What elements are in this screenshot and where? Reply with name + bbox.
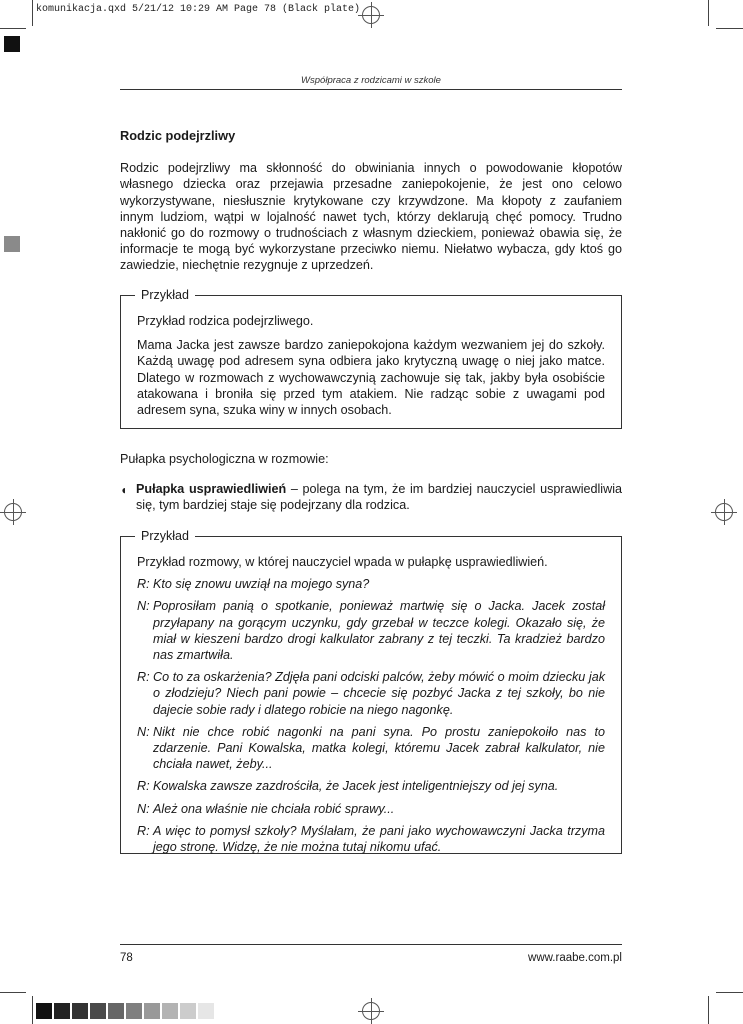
crop-mark	[708, 996, 709, 1024]
color-bar-swatch	[126, 1003, 142, 1019]
color-bar-swatch	[198, 1003, 214, 1019]
crop-mark	[716, 28, 743, 29]
footer-rule	[120, 944, 622, 945]
dialogue-speaker: R:	[137, 823, 150, 838]
color-bar-swatch	[162, 1003, 178, 1019]
header-rule	[120, 89, 622, 90]
dialogue-text: Ależ ona właśnie nie chciała robić sprawy...	[153, 801, 395, 816]
bullet-item	[120, 481, 622, 513]
dialogue-speaker: R:	[137, 577, 150, 592]
color-bar-swatch	[180, 1003, 196, 1019]
publisher-url: www.raabe.com.pl	[528, 952, 622, 964]
color-bar-swatch	[36, 1003, 52, 1019]
color-bar-swatch	[144, 1003, 160, 1019]
example-dialogue-box	[120, 529, 622, 855]
dialogue-text: Nikt nie chce robić nagonki na pani syna. Po prostu zaniepokoiło nas to zdarzenie. Pani Kowalska, matka kolegi, któremu Jacek zabrał kalkulator, nie chciała nawet, żeby...	[153, 724, 605, 772]
color-bar-swatch	[54, 1003, 70, 1019]
section-title: Rodzic podejrzliwy	[120, 128, 236, 143]
dialogue-line	[137, 576, 605, 592]
color-bar-swatch	[72, 1003, 88, 1019]
black-corner-square	[4, 36, 20, 52]
bullet-text: – polega na tym, że im bardziej nauczyciel usprawiedliwia się, tym bardziej staje się podejrzany dla rodzica.	[136, 482, 622, 513]
registration-mark-icon	[715, 503, 733, 521]
gray-side-square	[4, 236, 20, 252]
dialogue-line	[137, 598, 605, 663]
registration-mark-icon	[362, 1002, 380, 1020]
crop-mark	[32, 996, 33, 1024]
example-box	[120, 288, 622, 429]
crop-mark	[708, 0, 709, 26]
example-box-label: Przykład	[135, 287, 195, 303]
dialogue-line	[137, 801, 605, 817]
dialogue-line	[137, 669, 605, 718]
color-bar-swatch	[90, 1003, 106, 1019]
dialogue-line	[137, 778, 605, 794]
dialogue-text: A więc to pomysł szkoły? Myślałam, że pani jako wychowawczyni Jacka trzyma jego stronę. Widzę, że nie można tutaj nikomu ufać.	[153, 823, 605, 855]
section-paragraph: Rodzic podejrzliwy ma skłonność do obwiniania innych o powodowanie kłopotów własnego dziecka oraz przejawia przesadne zaniepokojenie, że jest ono celowo wykorzystywane, niesłusznie krytykowane czy krzywdzone. Ma kłopoty z zaufaniem innym ludziom, wątpi w lojalność nawet tych, którzy deklarują chęć pomocy. Trudno nakłonić go do rozmowy o trudnościach z własnym dzieckiem, ponieważ obawia się, że informacje te mogą być wykorzystane przeciwko niemu. Niełatwo wybacza, gdy ktoś go zawiedzie, niechętnie rezygnuje z uprzedzeń.	[120, 161, 622, 273]
dialogue-speaker: N:	[137, 724, 150, 739]
registration-mark-icon	[4, 503, 22, 521]
dialogue-text: Kowalska zawsze zazdrościła, że Jacek jest inteligentniejszy od jej syna.	[153, 779, 559, 794]
color-bar-swatch	[108, 1003, 124, 1019]
dialogue-text: Kto się znowu uwziął na mojego syna?	[153, 577, 370, 592]
dialogue-line	[137, 823, 605, 855]
example-box-label: Przykład	[135, 528, 195, 544]
crop-mark	[32, 0, 33, 26]
dialogue-speaker: N:	[137, 599, 150, 614]
dialogue-speaker: R:	[137, 670, 150, 685]
bullet-arrow-icon: ◖	[120, 483, 128, 497]
dialogue-intro: Przykład rozmowy, w której nauczyciel wpada w pułapkę usprawiedliwień.	[137, 555, 548, 569]
running-header: Współpraca z rodzicami w szkole	[301, 75, 441, 86]
dialogue-text: Poprosiłam panią o spotkanie, ponieważ martwię się o Jacka. Jacek został przyłapany na gorącym uczynku, gdy grzebał w teczce kolegi. Okazało się, że miał w kieszeni bardzo drogi kalkulator zabrany z tej teczki. Ta kradzież bardzo nas zmartwiła.	[153, 599, 605, 663]
trap-heading: Pułapka psychologiczna w rozmowie:	[120, 452, 329, 466]
crop-mark	[716, 992, 743, 993]
bullet-term: Pułapka usprawiedliwień	[136, 482, 287, 496]
example-text: Mama Jacka jest zawsze bardzo zaniepokojona każdym wezwaniem jej do szkoły. Każdą uwagę pod adresem syna odbiera jako krytyczną uwagę o niej jako matce. Dlatego w rozmowach z wychowawczynią zachowuje się tak, jakby była osobiście atakowana i broniła się przed tym atakiem. Nie radząc sobie z uwagami pod adresem syna, szuka winy w innych osobach.	[137, 338, 605, 418]
dialogue-speaker: N:	[137, 801, 150, 816]
dialogue-speaker: R:	[137, 779, 150, 794]
printer-slug-line: komunikacja.qxd 5/21/12 10:29 AM Page 78 (Black plate)	[36, 4, 361, 15]
bullet-paragraph	[120, 481, 622, 513]
crop-mark	[0, 992, 26, 993]
crop-mark	[0, 28, 26, 29]
section	[120, 128, 622, 274]
page-number: 78	[120, 952, 133, 964]
dialogue-text: Co to za oskarżenia? Zdjęła pani odciski palców, żeby mówić o moim dziecku jak o złodzieju? Niech pani powie – chcecie się pozbyć Jacka z tej szkoły, bo nie dajecie sobie rady i dlatego robicie na niego nagonkę.	[153, 670, 605, 717]
dialogue-line	[137, 724, 605, 773]
example-intro: Przykład rodzica podejrzliwego.	[137, 314, 314, 328]
registration-mark-icon	[362, 6, 380, 24]
